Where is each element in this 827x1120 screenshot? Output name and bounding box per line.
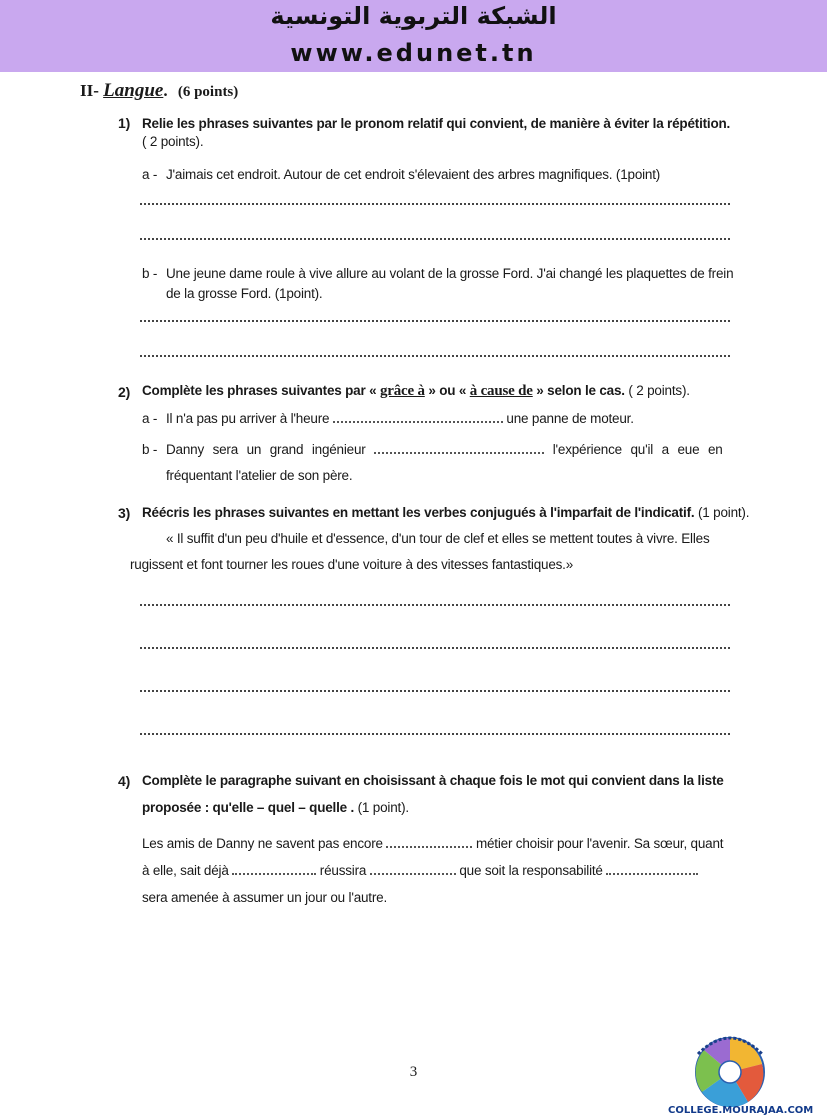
- q1-b-letter: b -: [142, 266, 158, 281]
- q2-instruction-post: » selon le cas.: [536, 383, 625, 398]
- blank-field[interactable]: [333, 411, 503, 423]
- q2-instruction-mid: » ou «: [428, 383, 467, 398]
- q4-paragraph-line-2: [142, 863, 698, 878]
- answer-line[interactable]: [140, 643, 730, 649]
- q2-a-letter: a -: [142, 411, 158, 426]
- header-banner: [0, 0, 827, 72]
- blank-field[interactable]: [370, 863, 456, 875]
- q2-a-line: [166, 411, 634, 426]
- q1-b-text-1: Une jeune dame roule à vive allure au volant de la grosse Ford. J'ai changé les plaquettes de frein: [166, 266, 734, 281]
- answer-line[interactable]: [140, 199, 730, 205]
- q2-b-text-1: Danny sera un grand ingénieur: [166, 442, 366, 457]
- q1-b-text-2: de la grosse Ford. (1point).: [166, 286, 323, 301]
- answer-line[interactable]: [140, 729, 730, 735]
- q2-option-grace: grâce à: [379, 383, 425, 399]
- q1-a-letter: a -: [142, 167, 158, 182]
- blank-field[interactable]: [374, 442, 544, 454]
- blank-field[interactable]: [386, 836, 472, 848]
- section-points: (6 points): [177, 84, 239, 100]
- section-title: [80, 80, 238, 102]
- answer-line[interactable]: [140, 600, 730, 606]
- q2-b-text-2: l'expérience qu'il a eue en: [552, 442, 723, 457]
- section-number: II-: [80, 81, 99, 100]
- answer-line[interactable]: [140, 351, 730, 357]
- q2-b-text-3: fréquentant l'atelier de son père.: [166, 468, 353, 483]
- blank-field[interactable]: [606, 863, 698, 875]
- answer-line[interactable]: [140, 316, 730, 322]
- q4-p2-a: à elle, sait déjà: [142, 863, 229, 878]
- q4-p1-b: métier choisir pour l'avenir. Sa sœur, quant: [475, 836, 724, 851]
- q1-points: ( 2 points).: [142, 134, 204, 149]
- q4-number: 4): [118, 773, 131, 789]
- q2-points: ( 2 points).: [628, 383, 690, 398]
- q4-points: (1 point).: [357, 800, 409, 815]
- logo-caption[interactable]: COLLEGE.MOURAJAA.COM: [668, 1105, 814, 1116]
- q3-instruction: Réécris les phrases suivantes en mettant les verbes conjugués à l'imparfait de l'indicatif.: [142, 505, 695, 520]
- answer-line[interactable]: [140, 234, 730, 240]
- q1-a-text: J'aimais cet endroit. Autour de cet endroit s'élevaient des arbres magnifiques. (1point): [166, 167, 661, 182]
- section-name: Langue: [103, 80, 164, 101]
- q4-p2-b: réussira: [319, 863, 367, 878]
- q4-paragraph-line-1: [142, 836, 723, 851]
- q3-number: 3): [118, 505, 131, 521]
- blank-field[interactable]: [232, 863, 316, 875]
- q4-instruction-1: Complète le paragraphe suivant en choisissant à chaque fois le mot qui convient dans la liste: [142, 773, 724, 788]
- q2-option-cause: à cause de: [469, 383, 533, 399]
- q2-instruction-pre: Complète les phrases suivantes par «: [142, 383, 377, 398]
- q2-b-line: [166, 442, 732, 457]
- q2-a-text-1: Il n'a pas pu arriver à l'heure: [166, 411, 330, 426]
- q1-instruction: Relie les phrases suivantes par le pronom relatif qui convient, de manière à éviter la répétition.: [142, 116, 731, 131]
- page-number: 3: [409, 1064, 418, 1080]
- q2-b-letter: b -: [142, 442, 158, 457]
- q1-number: 1): [118, 115, 131, 131]
- q2-instruction: [142, 383, 690, 400]
- q4-instruction-line-2: [142, 800, 409, 815]
- q3-instruction-line: [142, 505, 749, 520]
- q3-quote-2: rugissent et font tourner les roues d'une voiture à des vitesses fantastiques.»: [130, 557, 574, 572]
- answer-line[interactable]: [140, 686, 730, 692]
- q4-instruction-2: proposée : qu'elle – quel – quelle .: [142, 800, 355, 815]
- q3-quote-1: « Il suffit d'un peu d'huile et d'essence, d'un tour de clef et elles se mettent toutes à vivre. Elles: [166, 531, 710, 546]
- banner-url[interactable]: www.edunet.tn: [290, 39, 537, 67]
- section-dot: .: [163, 81, 168, 100]
- q4-p2-c: que soit la responsabilité: [459, 863, 603, 878]
- q2-a-text-2: une panne de moteur.: [506, 411, 634, 426]
- q4-p3: sera amenée à assumer un jour ou l'autre.: [142, 890, 388, 905]
- q3-points: (1 point).: [698, 505, 750, 520]
- q2-number: 2): [118, 384, 131, 400]
- college-logo-icon[interactable]: [690, 1028, 770, 1108]
- banner-arabic-title: الشبكة التربوية التونسية: [270, 2, 557, 30]
- q4-p1-a: Les amis de Danny ne savent pas encore: [142, 836, 383, 851]
